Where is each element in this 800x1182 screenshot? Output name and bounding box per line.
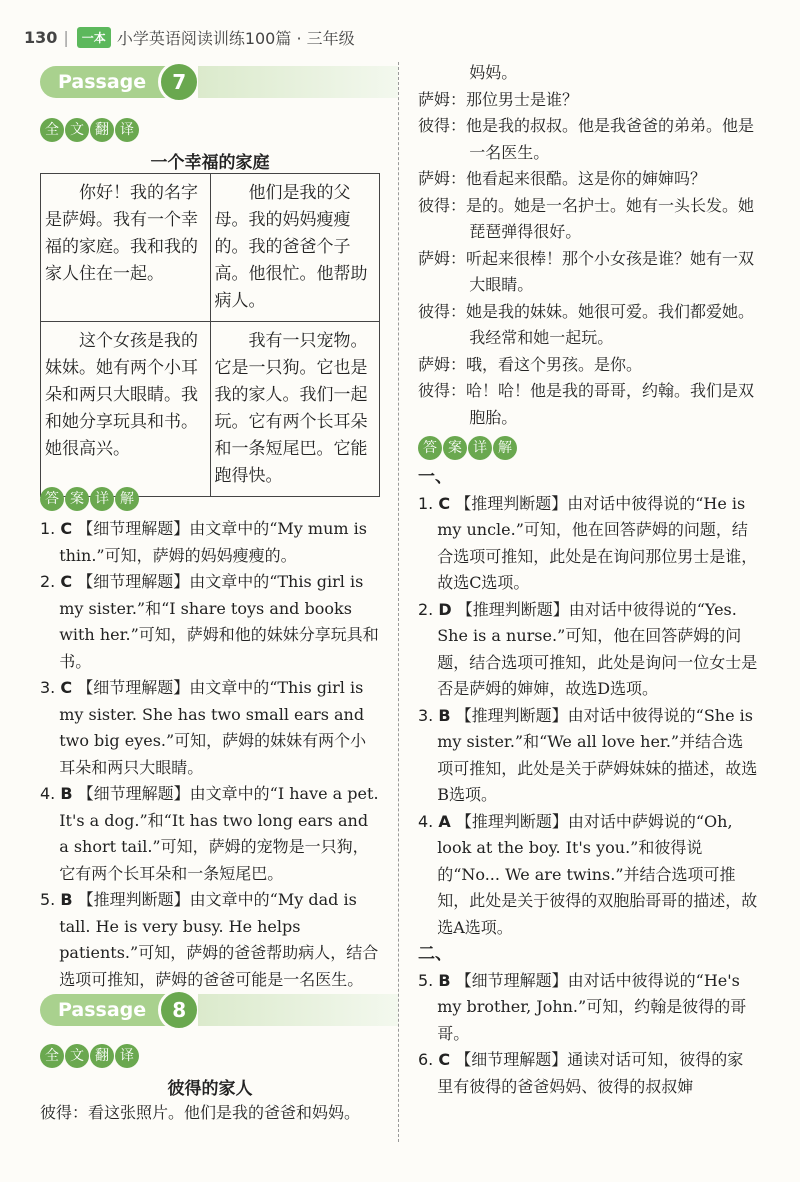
- translation-table: [40, 173, 380, 497]
- translation-cell: 他们是我的父母。我的妈妈瘦瘦的。我的爸爸个子高。他很忙。他帮助病人。: [210, 174, 380, 322]
- badge-char: 全: [40, 1044, 64, 1068]
- answer-item: 5. B 【推理判断题】由文章中的“My dad is tall. He is very busy. He helps patients.”可知，萨姆的爸爸帮助病人，结合选项可推知，萨姆的爸爸可能是一名医生。: [40, 890, 379, 989]
- passage-header-bar: [198, 66, 398, 98]
- badge-char: 翻: [90, 1044, 114, 1068]
- answer-details-badge: [40, 487, 140, 511]
- passage-number: 8: [158, 989, 200, 1031]
- column-divider: [398, 62, 399, 1142]
- page-number: 130: [24, 27, 58, 47]
- full-translation-badge: [40, 118, 140, 142]
- answer-item: 2. C 【细节理解题】由文章中的“This girl is my sister.”和“I share toys and books with her.”可知，萨姆和他的妹妹分享玩具和书。: [40, 572, 379, 671]
- dialogue-line: 萨姆：听起来很棒！那个小女孩是谁？她有一双大眼睛。: [418, 248, 755, 294]
- badge-char: 文: [65, 1044, 89, 1068]
- passage-header-bar: [198, 994, 398, 1026]
- dialogue-line: 妈妈。: [469, 63, 518, 82]
- dialogue-line: 萨姆：哦，看这个男孩。是你。: [418, 354, 643, 374]
- dialogue-line: 彼得：是的。她是一名护士。她有一头长发。她琵琶弹得很好。: [418, 195, 755, 241]
- dialogue-line: 萨姆：他看起来很酷。这是你的婶婶吗？: [418, 169, 707, 188]
- answer-item: 4. A 【推理判断题】由对话中萨姆说的“Oh, look at the boy. It's you.”和彼得说的“No... We are twins.”并结合选项可推知，此处是关于彼得的双胞胎哥哥的描述，故选A选项。: [418, 811, 758, 937]
- passage-label: Passage: [40, 66, 178, 98]
- badge-char: 译: [115, 118, 139, 142]
- dialogue-start: [40, 1100, 380, 1127]
- passage-number: 7: [158, 61, 200, 103]
- badge-char: 文: [65, 118, 89, 142]
- answer-item: 2. D 【推理判断题】由对话中彼得说的“Yes. She is a nurse.”可知，他在回答萨姆的问题，结合选项可推知，此处是询问一位女士是否是萨姆的婶婶，故选D选项。: [418, 599, 758, 698]
- badge-char: 解: [493, 436, 517, 460]
- badge-char: 详: [468, 436, 492, 460]
- badge-char: 答: [40, 487, 64, 511]
- answer-item: 6. C 【细节理解题】通读对话可知，彼得的家里有彼得的爸爸妈妈、彼得的叔叔婶: [418, 1050, 744, 1096]
- passage-7-title: 一个幸福的家庭: [150, 153, 270, 173]
- passage-label: Passage: [40, 994, 178, 1026]
- section-two-heading: 二、: [418, 944, 452, 964]
- answer-item: 3. B 【推理判断题】由对话中彼得说的“She is my sister.”和“We all love her.”并结合选项可推知，此处是关于萨姆妹妹的描述，故选B选项。: [418, 705, 758, 804]
- answer-item: 4. B 【细节理解题】由文章中的“I have a pet. It's a dog.”和“It has two long ears and a short tail.”可知，萨姆的宠物是一只狗，它有两个长耳朵和一条短尾巴。: [40, 784, 379, 883]
- answer-item: 1. C 【推理判断题】由对话中彼得说的“He is my uncle.”可知，他在回答萨姆的问题，结合选项可推知，此处是在询问那位男士是谁，故选C选项。: [418, 493, 758, 592]
- dialogue-line: 彼得：哈！哈！他是我的哥哥，约翰。我们是双胞胎。: [418, 381, 755, 427]
- passage-7-answers: [40, 516, 380, 993]
- answer-item: 5. B 【细节理解题】由对话中彼得说的“He's my brother, John.”可知，约翰是彼得的哥哥。: [418, 970, 747, 1043]
- badge-char: 译: [115, 1044, 139, 1068]
- brand-logo: 一本: [77, 27, 111, 48]
- section-one-heading: 一、: [418, 467, 452, 487]
- badge-char: 翻: [90, 118, 114, 142]
- badge-char: 详: [90, 487, 114, 511]
- answer-item: 3. C 【细节理解题】由文章中的“This girl is my sister. She has two small ears and two big eyes.”可知，萨姆的妹妹有两个小耳朵和两只大眼睛。: [40, 678, 367, 777]
- passage-7-header: [40, 66, 398, 98]
- translation-cell: 你好！我的名字是萨姆。我有一个幸福的家庭。我和我的家人住在一起。: [41, 174, 211, 322]
- badge-char: 解: [115, 487, 139, 511]
- answer-details-badge: [418, 436, 518, 460]
- header-separator: |: [63, 27, 69, 47]
- passage-8-answers: [418, 464, 758, 1100]
- translation-cell: 这个女孩是我的妹妹。她有两个小耳朵和两只大眼睛。我和她分享玩具和书。她很高兴。: [41, 322, 211, 497]
- badge-char: 案: [443, 436, 467, 460]
- dialogue-line: 彼得：看这张照片。他们是我的爸爸和妈妈。: [40, 1103, 361, 1122]
- dialogue-line: 彼得：她是我的妹妹。她很可爱。我们都爱她。我经常和她一起玩。: [418, 301, 755, 347]
- page-header: [24, 22, 355, 52]
- translation-cell: 我有一只宠物。它是一只狗。它也是我的家人。我们一起玩。它有两个长耳朵和一条短尾巴。它能跑得快。: [210, 322, 380, 497]
- dialogue-line: 彼得：他是我的叔叔。他是我爸爸的弟弟。他是一名医生。: [418, 116, 755, 162]
- badge-char: 全: [40, 118, 64, 142]
- dialogue-line: 萨姆：那位男士是谁？: [418, 89, 579, 109]
- passage-8-title: 彼得的家人: [167, 1079, 253, 1099]
- badge-char: 答: [418, 436, 442, 460]
- book-title: 小学英语阅读训练100篇 · 三年级: [116, 28, 355, 48]
- answer-item: 1. C 【细节理解题】由文章中的“My mum is thin.”可知，萨姆的妈妈瘦瘦的。: [40, 519, 367, 565]
- badge-char: 案: [65, 487, 89, 511]
- passage-8-header: [40, 994, 398, 1026]
- full-translation-badge: [40, 1044, 140, 1068]
- dialogue-continued: [418, 60, 758, 431]
